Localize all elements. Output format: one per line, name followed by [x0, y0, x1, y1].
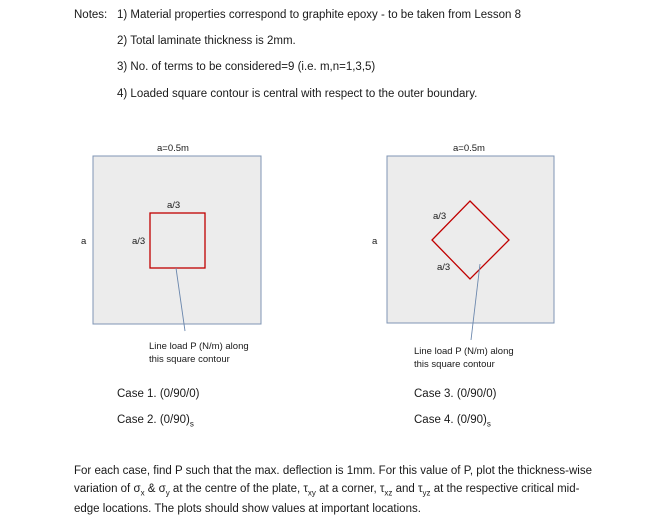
- case-4-subscript: s: [486, 419, 491, 429]
- left-side-label: a: [81, 236, 87, 247]
- left-plate: [93, 156, 261, 324]
- task-line-1: For each case, find P such that the max. deflection is 1mm. For this value of P, plot the thickness-wise: [74, 465, 592, 477]
- left-inner-left-label: a/3: [132, 236, 146, 247]
- note-1: 1) Material properties correspond to graphite epoxy - to be taken from Lesson 8: [117, 9, 521, 21]
- right-plate: [387, 156, 554, 323]
- note-3: 3) No. of terms to be considered=9 (i.e. m,n=1,3,5): [117, 61, 376, 73]
- left-inner-top-label: a/3: [167, 200, 181, 211]
- right-load-label-2: this square contour: [414, 359, 495, 370]
- notes-label: Notes:: [74, 9, 108, 21]
- right-load-label-1: Line load P (N/m) along: [414, 346, 514, 357]
- case-4: Case 4. $(0/90)_s$: [414, 414, 491, 429]
- left-width-label: a=0.5m: [157, 143, 189, 154]
- left-load-label-2: this square contour: [149, 354, 230, 365]
- left-load-label-1: Line load P (N/m) along: [149, 341, 249, 352]
- right-inner-bottom-label: a/3: [437, 262, 451, 273]
- note-2: 2) Total laminate thickness is 2mm.: [117, 35, 296, 47]
- right-inner-top-label: a/3: [433, 211, 447, 222]
- right-width-label: a=0.5m: [453, 143, 485, 154]
- case-2: Case 2. $(0/90)_s$: [117, 414, 194, 429]
- task-line-3: edge locations. The plots should show values at important locations.: [74, 503, 421, 516]
- task-paragraph: [74, 463, 634, 519]
- case-2-subscript: s: [189, 419, 194, 429]
- task-line-2: variation of $\sigma_x$ & $\sigma_y$ at the centre of the plate, $\tau_{xy}$ at a corner, $\tau_{xz}$ and $\tau_{yz}$ at the respective critical mid-: [74, 482, 580, 497]
- case-3: Case 3. (0/90/0): [414, 388, 497, 400]
- note-4: 4) Loaded square contour is central with respect to the outer boundary.: [117, 88, 478, 100]
- right-side-label: a: [372, 236, 378, 247]
- case-1: Case 1. (0/90/0): [117, 388, 200, 400]
